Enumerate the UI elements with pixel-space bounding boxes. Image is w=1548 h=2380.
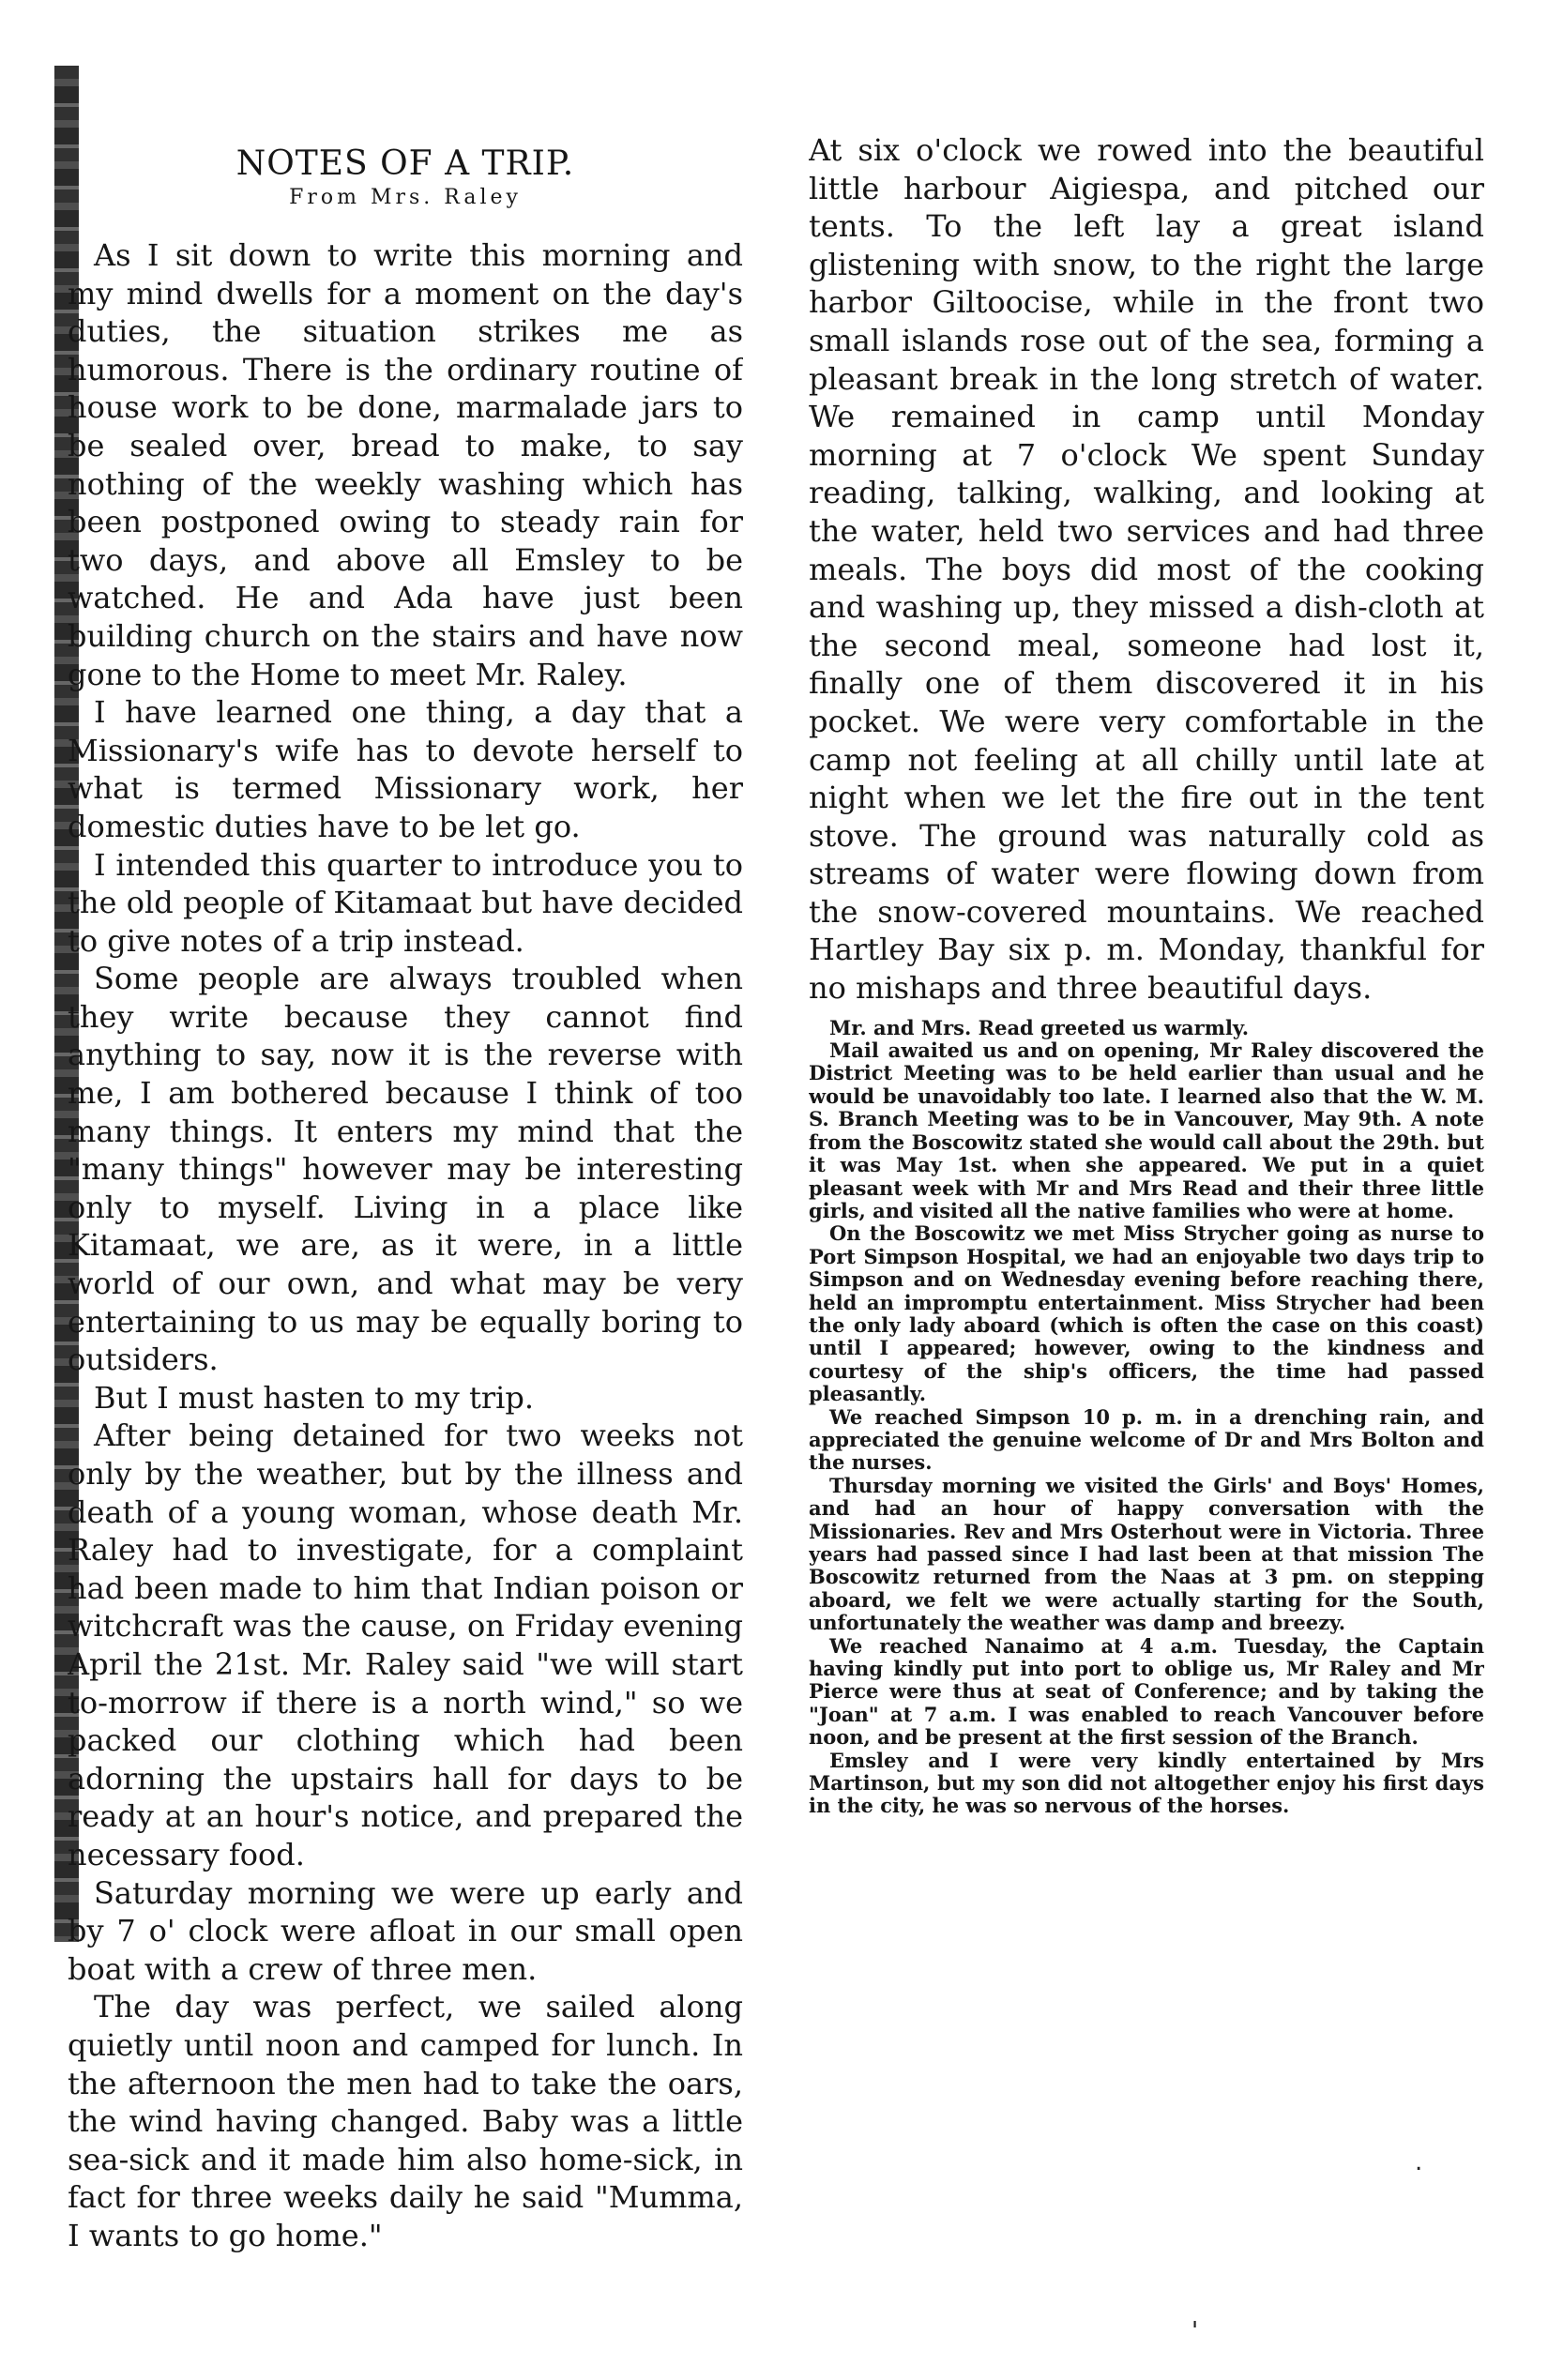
- stray-mark: .: [1415, 2148, 1423, 2176]
- paragraph: We reached Simpson 10 p. m. in a drenching rain, and appreciated the genuine welcome of Dr and Mrs Bolton and the nurses.: [809, 1404, 1484, 1475]
- paragraph: After being detained for two weeks not only by the weather, but by the illness and death of a young woman, whose death Mr. Raley had to investigate, for a complaint had been made to him that Indian poison or witchcraft was the cause, on Friday evening April the 21st. Mr. Raley said "we will start to-morrow if there is a north wind," so we packed our clothing which had been adorning the upstairs hall for days to be ready at an hour's notice, and prepared the necessary food.: [68, 1417, 743, 1872]
- article-byline: From Mrs. Raley: [289, 186, 522, 209]
- paragraph: Mail awaited us and on opening, Mr Raley discovered the District Meeting was to be held earlier than usual and he would be unavoidably too late. I learned also that the W. M. S. Branch Meeting was to be in Vancouver, May 9th. A note from the Boscowitz stated she would call about the 29th. but it was May 1st. when she appeared. We put in a quiet pleasant week with Mr and Mrs Read and their three little girls, and visited all the native families who were at home.: [809, 1038, 1484, 1222]
- small-print-section: [809, 1017, 1484, 1818]
- paragraph: Thursday morning we visited the Girls' and Boys' Homes, and had an hour of happy conversation with the Missionaries. Rev and Mrs Osterhout were in Victoria. Three years had passed since I had last been at that mission The Boscowitz returned from the Naas at 3 pm. on stepping aboard, we felt we were actually starting for the South, unfortunately the weather was damp and breezy.: [809, 1473, 1484, 1635]
- paragraph: Mr. and Mrs. Read greeted us warmly.: [829, 1015, 1250, 1039]
- paragraph: But I must hasten to my trip.: [94, 1379, 534, 1416]
- paragraph: Emsley and I were very kindly entertained by Mrs Martinson, but my son did not altogether enjoy his first days in the city, he was so nervous of the horses.: [809, 1748, 1484, 1818]
- paragraph: I intended this quarter to introduce you to the old people of Kitamaat but have decided to give notes of a trip instead.: [68, 846, 743, 959]
- right-column: [809, 131, 1484, 1818]
- paragraph: At six o'clock we rowed into the beautiful little harbour Aigiespa, and pitched our tents. To the left lay a great island glistening with snow, to the right the large harbor Giltoocise, while in the front two small islands rose out of the sea, forming a pleasant break in the long stretch of water. We remained in camp until Monday morning at 7 o'clock We spent Sunday reading, talking, walking, and looking at the water, held two services and had three meals. The boys did most of the cooking and washing up, they missed a dish-cloth at the second meal, someone had lost it, finally one of them discovered it in his pocket. We were very comfortable in the camp not feeling at all chilly until late at night when we let the fire out in the tent stove. The ground was naturally cold as streams of water were flowing down from the snow-covered mountains. We reached Hartley Bay six p. m. Monday, thankful for no mishaps and three beautiful days.: [809, 132, 1484, 1007]
- left-column: [68, 131, 743, 2254]
- paragraph: Saturday morning we were up early and by 7 o' clock were afloat in our small open boat with a crew of three men.: [68, 1874, 743, 1987]
- paragraph: The day was perfect, we sailed along quietly until noon and camped for lunch. In the afternoon the men had to take the oars, the wind having changed. Baby was a little sea-sick and it made him also home-sick, in fact for three weeks daily he said "Mumma, I wants to go home.": [68, 1989, 743, 2253]
- article-title: NOTES OF A TRIP.: [235, 144, 575, 183]
- stray-mark: ': [1191, 2317, 1199, 2345]
- paragraph: On the Boscowitz we met Miss Strycher going as nurse to Port Simpson Hospital, we had an enjoyable two days trip to Simpson and on Wednesday evening before reaching there, held an impromptu entertainment. Miss Strycher had been the only lady aboard (which is often the case on this coast) until I appeared; however, owing to the kindness and courtesy of the ship's officers, the time had passed pleasantly.: [809, 1221, 1484, 1406]
- paragraph: I have learned one thing, a day that a Missionary's wife has to devote herself to what is termed Missionary work, her domestic duties have to be let go.: [68, 694, 743, 844]
- paragraph: As I sit down to write this morning and my mind dwells for a moment on the day's duties, the situation strikes me as humorous. There is the ordinary routine of house work to be done, marmalade jars to be sealed over, bread to make, to say nothing of the weekly washing which has been postponed owing to steady rain for two days, and above all Emsley to be watched. He and Ada have just been building church on the stairs and have now gone to the Home to meet Mr. Raley.: [68, 237, 743, 692]
- paragraph: We reached Nanaimo at 4 a.m. Tuesday, the Captain having kindly put into port to oblige us, Mr Raley and Mr Pierce were thus at seat of Conference; and by taking the "Joan" at 7 a.m. I was enabled to reach Vancouver before noon, and be present at the first session of the Branch.: [809, 1633, 1484, 1750]
- paragraph: Some people are always troubled when they write because they cannot find anything to say, now it is the reverse with me, I am bothered because I think of too many things. It enters my mind that the "many things" however may be interesting only to myself. Living in a place like Kitamaat, we are, as it were, in a little world of our own, and what may be very entertaining to us may be equally boring to outsiders.: [68, 961, 743, 1378]
